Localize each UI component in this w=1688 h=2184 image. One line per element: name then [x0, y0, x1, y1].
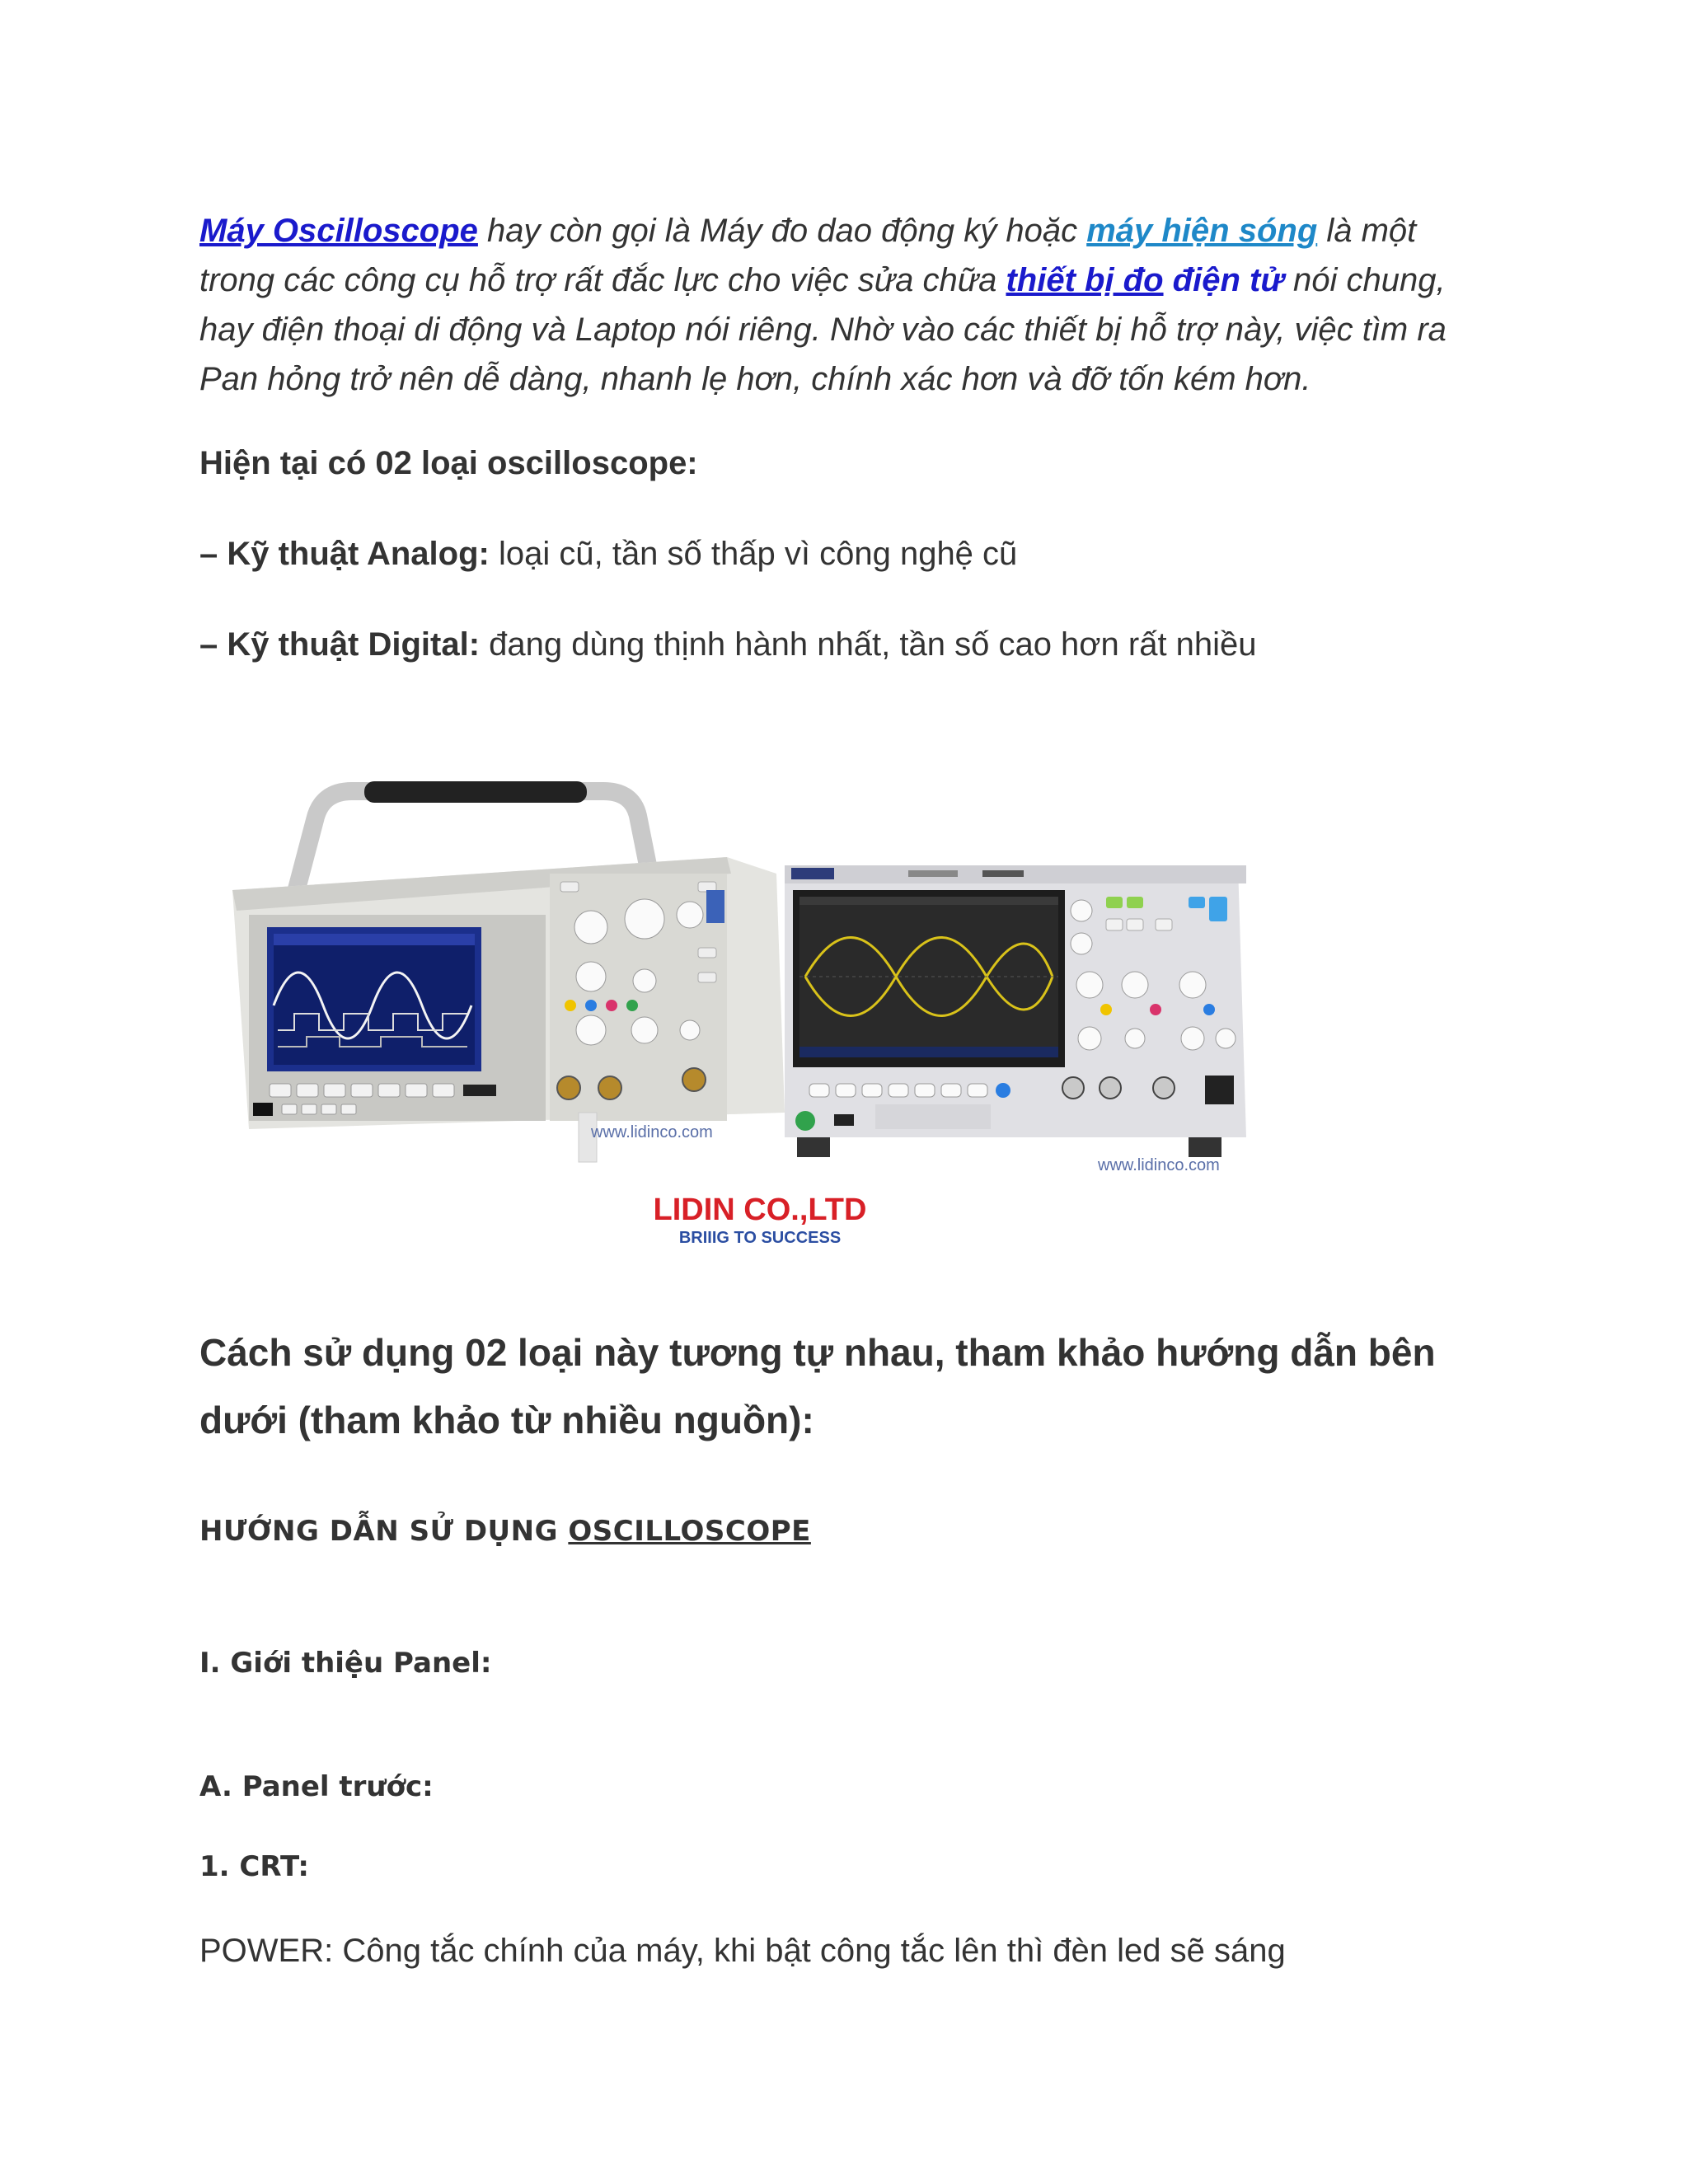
- intro-paragraph: [199, 206, 1485, 404]
- watermark-left: www.lidinco.com: [591, 1123, 713, 1141]
- bullet-digital-text: đang dùng thịnh hành nhất, tần số cao hơn rất nhiều: [480, 626, 1257, 663]
- link-may-hien-song[interactable]: máy hiện sóng: [1086, 213, 1318, 249]
- link-dien-tu[interactable]: điện tử: [1163, 262, 1293, 298]
- section-intro-heading: I. Giới thiệu Panel:: [199, 1647, 492, 1680]
- bullet-analog: [199, 536, 1017, 573]
- bullet-analog-text: loại cũ, tần số thấp vì công nghệ cũ: [489, 536, 1018, 572]
- power-description: POWER: Công tắc chính của máy, khi bật công tắc lên thì đèn led sẽ sáng: [199, 1933, 1286, 1969]
- types-heading: Hiện tại có 02 loại oscilloscope:: [199, 445, 698, 481]
- panel-front-heading: A. Panel trước:: [199, 1770, 434, 1803]
- link-thiet-bi-do[interactable]: thiết bị đo: [1006, 262, 1164, 298]
- intro-text-2: là một trong các công cụ hỗ trợ rất đắc lực cho việc sửa chữa: [199, 213, 1417, 298]
- bullet-digital-label: – Kỹ thuật Digital:: [199, 626, 481, 663]
- link-may-oscilloscope[interactable]: Máy Oscilloscope: [199, 213, 478, 249]
- guide-heading-link[interactable]: OSCILLOSCOPE: [568, 1515, 811, 1548]
- usage-heading: Cách sử dụng 02 loại này tương tự nhau, tham khảo hướng dẫn bên dưới (tham khảo từ nhiều nguồn):: [199, 1331, 1436, 1441]
- intro-text-1: hay còn gọi là Máy đo dao động ký hoặc: [477, 213, 1087, 249]
- bullet-digital: [199, 626, 1257, 663]
- right-oscilloscope: [785, 865, 1246, 1157]
- bullet-analog-label: – Kỹ thuật Analog:: [199, 536, 490, 572]
- brand-logo: LIDIN CO.,LTD: [653, 1193, 867, 1227]
- guide-heading: [199, 1515, 811, 1548]
- brand-slogan: BRIIIG TO SUCCESS: [678, 1229, 842, 1247]
- crt-heading: 1. CRT:: [199, 1850, 309, 1883]
- left-oscilloscope: [232, 781, 785, 1162]
- intro-text-3: nói chung, hay điện thoại di động và Laptop nói riêng. Nhờ vào các thiết bị hỗ trợ này, việc tìm ra Pan hỏng trở nên dễ dàng, nhanh lẹ hơn, chính xác hơn và đỡ tốn kém hơn.: [199, 262, 1447, 397]
- watermark-right: www.lidinco.com: [1098, 1156, 1220, 1174]
- oscilloscopes-image: [216, 758, 1304, 1253]
- guide-heading-prefix: HƯỚNG DẪN SỬ DỤNG: [199, 1515, 569, 1548]
